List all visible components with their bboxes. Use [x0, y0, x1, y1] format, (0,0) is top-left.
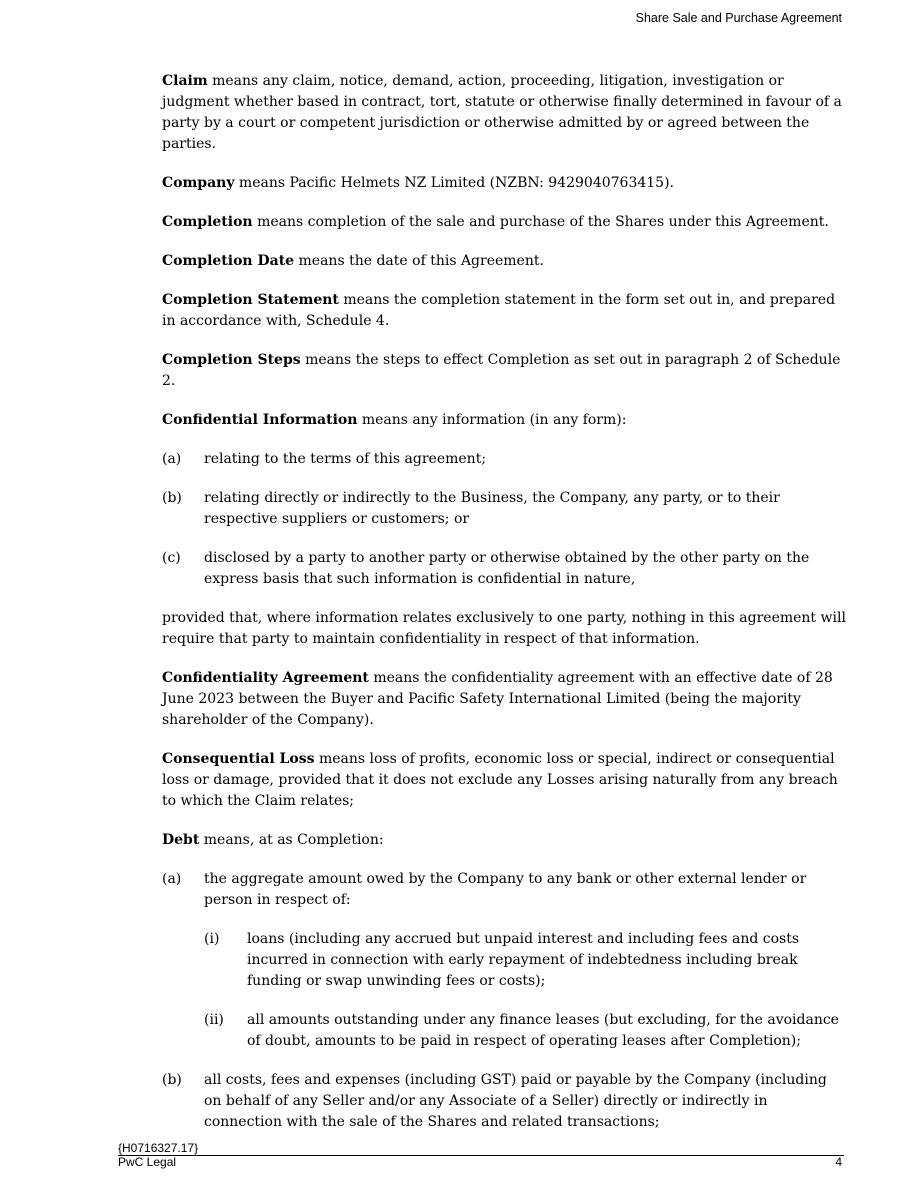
list-text: all amounts outstanding under any finance leases (but excluding, for the avoidance of doubt, amounts to be paid in respect of operating leases after Completion);	[247, 1012, 839, 1049]
defined-term: Confidentiality Agreement	[162, 670, 369, 686]
list-text: all costs, fees and expenses (including GST) paid or payable by the Company (including on behalf of any Seller and/or any Associate of a Seller) directly or indirectly in connection with the sale of the Shares and related transactions;	[204, 1072, 827, 1130]
definition-confidentiality-agreement	[162, 668, 846, 731]
definition-text: means any information (in any form):	[357, 412, 627, 428]
list-text: loans (including any accrued but unpaid interest and including fees and costs incurred in connection with early repayment of indebtedness including break funding or swap unwinding fees or costs);	[247, 931, 800, 989]
defined-term: Completion Steps	[162, 352, 301, 368]
list-text: the aggregate amount owed by the Company to any bank or other external lender or person in respect of:	[204, 871, 807, 908]
definition-text: means, at as Completion:	[199, 832, 384, 848]
list-text: relating directly or indirectly to the Business, the Company, any party, or to their respective suppliers or customers; or	[204, 490, 780, 527]
list-label: (ii)	[204, 1012, 224, 1028]
defined-term: Completion	[162, 214, 253, 230]
defined-term: Consequential Loss	[162, 751, 315, 767]
defined-term: Company	[162, 175, 235, 191]
defined-term: Debt	[162, 832, 200, 848]
definition-completion-date	[162, 251, 846, 272]
definition-completion-statement	[162, 290, 846, 332]
confidential-information-proviso: provided that, where information relates exclusively to one party, nothing in this agreement will require that party to maintain confidentiality in respect of that information.	[162, 610, 846, 647]
list-label: (c)	[162, 550, 181, 566]
definition-claim	[162, 71, 846, 155]
page-number: 4	[835, 1155, 842, 1169]
definition-text: means the completion statement in the form set out in, and prepared in accordance with, Schedule 4.	[162, 292, 836, 329]
list-text: relating to the terms of this agreement;	[204, 451, 487, 467]
definition-text: means Pacific Helmets NZ Limited (NZBN: 9429040763415).	[234, 175, 674, 191]
defined-term: Claim	[162, 73, 208, 89]
list-label: (b)	[162, 1072, 182, 1088]
definition-text: means the steps to effect Completion as set out in paragraph 2 of Schedule 2.	[162, 352, 841, 389]
list-label: (a)	[162, 871, 182, 887]
list-item-a	[162, 449, 846, 470]
defined-term: Completion Date	[162, 253, 295, 269]
definition-confidential-information	[162, 410, 846, 431]
defined-term: Completion Statement	[162, 292, 339, 308]
list-item-b	[162, 488, 846, 530]
list-label: (b)	[162, 490, 182, 506]
debt-subitem-i	[204, 929, 846, 992]
definition-text: means the date of this Agreement.	[294, 253, 544, 269]
list-item-c	[162, 548, 846, 590]
document-body	[162, 71, 846, 1151]
footer-divider	[118, 1155, 844, 1156]
definition-text: means completion of the sale and purchase of the Shares under this Agreement.	[252, 214, 829, 230]
list-label: (a)	[162, 451, 182, 467]
footer-firm-name: PwC Legal	[118, 1155, 177, 1169]
running-header-title: Share Sale and Purchase Agreement	[635, 11, 842, 25]
definition-completion-steps	[162, 350, 846, 392]
definition-text: means loss of profits, economic loss or special, indirect or consequential loss or damage, provided that it does not exclude any Losses arising naturally from any breach to which the Claim relates;	[162, 751, 838, 809]
debt-subitem-ii	[204, 1010, 846, 1052]
definition-company	[162, 173, 846, 194]
list-text: disclosed by a party to another party or otherwise obtained by the other party on the express basis that such information is confidential in nature,	[204, 550, 810, 587]
definition-text: means the confidentiality agreement with an effective date of 28 June 2023 between the Buyer and Pacific Safety International Limited (being the majority shareholder of the Company).	[162, 670, 833, 728]
debt-item-a	[162, 869, 846, 911]
definition-consequential-loss	[162, 749, 846, 812]
definition-text: means any claim, notice, demand, action, proceeding, litigation, investigation or judgment whether based in contract, tort, statute or otherwise finally determined in favour of a party by a court or competent jurisdiction or otherwise admitted by or agreed between the parties.	[162, 73, 842, 152]
definition-debt	[162, 830, 846, 851]
defined-term: Confidential Information	[162, 412, 358, 428]
definition-completion	[162, 212, 846, 233]
debt-item-b	[162, 1070, 846, 1133]
list-label: (i)	[204, 931, 220, 947]
footer-document-reference: {H0716327.17}	[118, 1141, 199, 1155]
